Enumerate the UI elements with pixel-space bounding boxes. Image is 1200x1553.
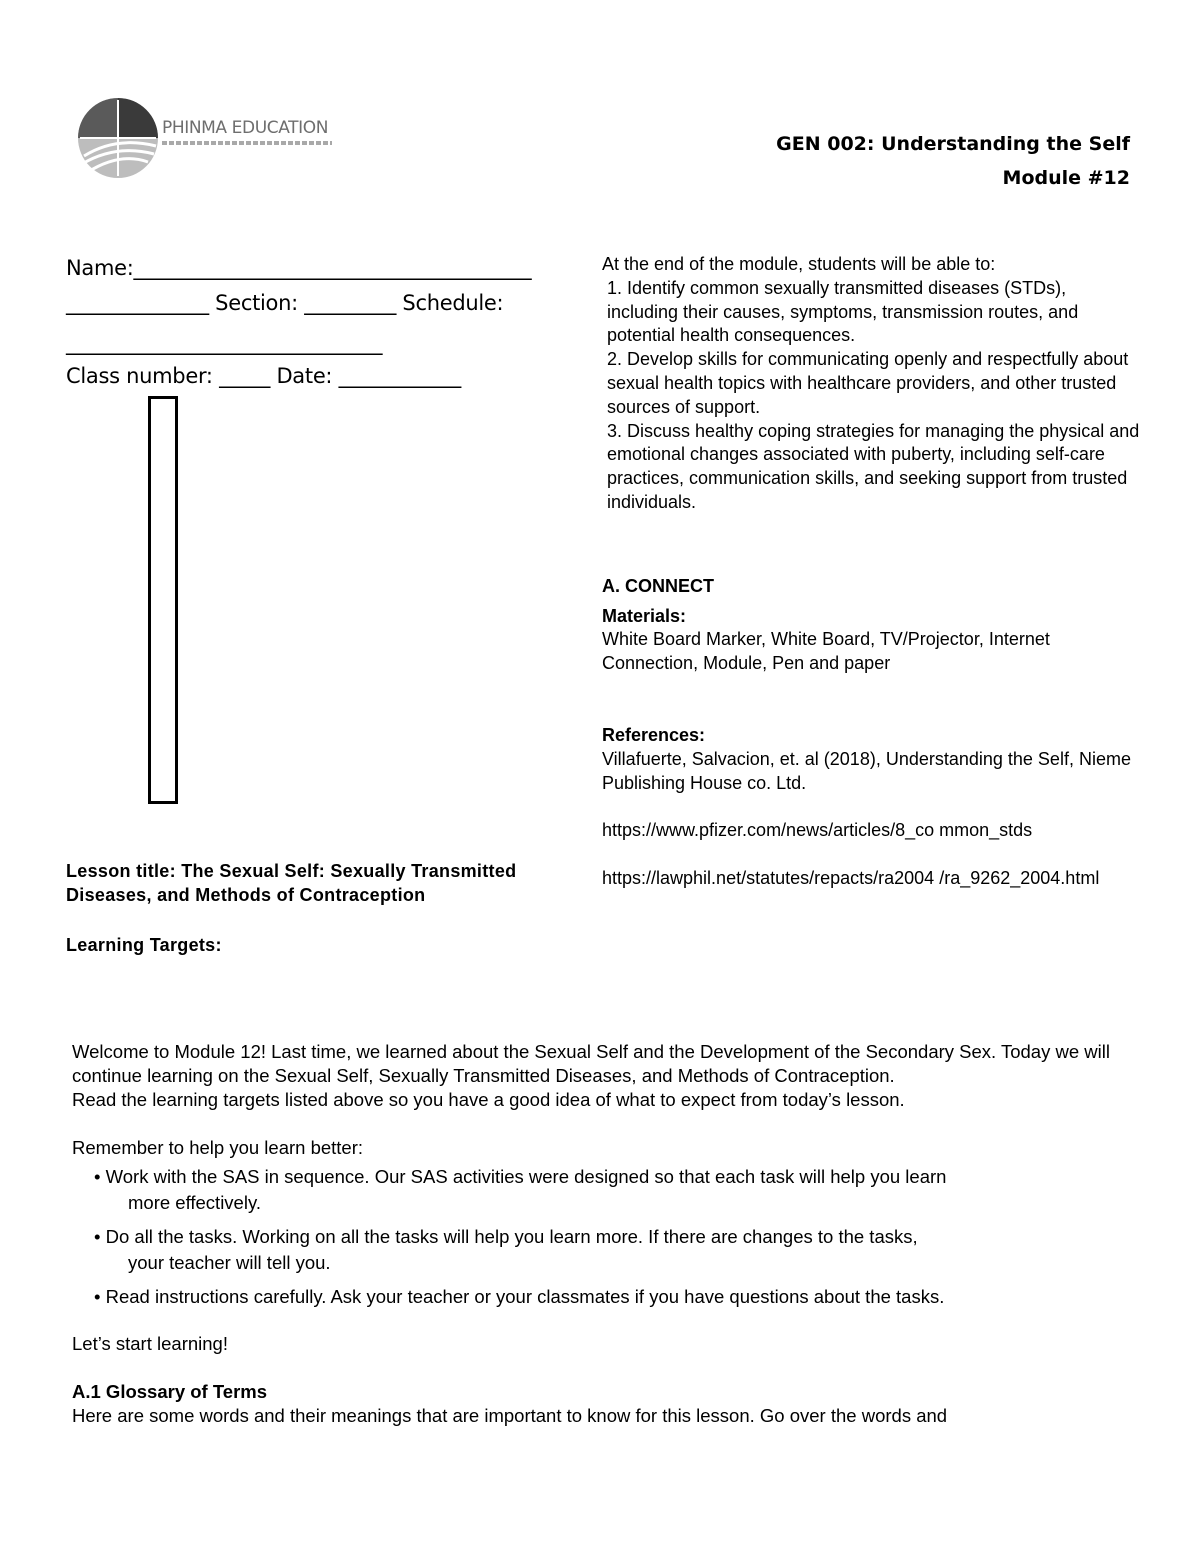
reference-item: Villafuerte, Salvacion, et. al (2018), Understanding the Self, Nieme Publishing House co. Ltd.	[602, 748, 1131, 793]
glossary-intro: Here are some words and their meanings that are important to know for this lesson. Go over the words and	[72, 1405, 948, 1426]
schedule-line-field[interactable]: _______________________________	[66, 331, 383, 355]
tip-bullet	[72, 1284, 1122, 1310]
learning-targets-heading: Learning Targets:	[66, 935, 222, 955]
glossary-heading: A.1 Glossary of Terms	[72, 1381, 268, 1402]
welcome-paragraph: Welcome to Module 12! Last time, we learned about the Sexual Self and the Development of the Secondary Sex. Today we will continue learning on the Sexual Self, Sexually Transmitted Diseases, and Methods of Contraception.	[72, 1041, 1110, 1086]
reference-link[interactable]: https://lawphil.net/statutes/repacts/ra2004 /ra_9262_2004.html	[602, 868, 1100, 889]
tip-bullet-text: • Do all the tasks. Working on all the tasks will help you learn more. If there are changes to the tasks,	[94, 1226, 918, 1247]
logo-tagline	[162, 141, 332, 145]
materials-text: White Board Marker, White Board, TV/Projector, Internet Connection, Module, Pen and paper	[602, 629, 1050, 674]
objectives-intro: At the end of the module, students will be able to:	[602, 254, 996, 274]
name-field[interactable]: Name:_______________________________________	[66, 256, 532, 280]
phinma-emblem-icon	[76, 96, 160, 180]
module-number: Module #12	[1002, 167, 1130, 189]
tip-bullet-text: • Work with the SAS in sequence. Our SAS activities were designed so that each task will help you learn	[94, 1166, 947, 1187]
lesson-title: Lesson title: The Sexual Self: Sexually Transmitted Diseases, and Methods of Contraception	[66, 861, 517, 905]
read-targets-paragraph: Read the learning targets listed above so you have a good idea of what to expect from today’s lesson.	[72, 1089, 905, 1110]
tip-bullet-text: • Read instructions carefully. Ask your teacher or your classmates if you have questions about the tasks.	[94, 1286, 945, 1307]
vertical-box	[148, 396, 178, 804]
logo-name: PHINMA EDUCATION	[162, 118, 329, 138]
course-title: GEN 002: Understanding the Self	[776, 133, 1130, 155]
materials-label: Materials:	[602, 605, 687, 626]
section-schedule-field[interactable]: ______________ Section: _________ Schedule:	[66, 291, 504, 315]
tip-bullet-continuation: your teacher will tell you.	[128, 1252, 331, 1273]
reference-link[interactable]: https://www.pfizer.com/news/articles/8_co mmon_stds	[602, 820, 1033, 841]
tip-bullet	[72, 1164, 1122, 1216]
lets-start-text: Let’s start learning!	[72, 1333, 228, 1354]
objective-item: 2. Develop skills for communicating openly and respectfully about sexual health topics with healthcare providers, and other trusted sources of support.	[607, 349, 1129, 417]
tip-bullet	[72, 1224, 1122, 1276]
remember-text: Remember to help you learn better:	[72, 1137, 364, 1158]
objective-item: 3. Discuss healthy coping strategies for managing the physical and emotional changes associated with puberty, including self-care practices, communication skills, and seeking support from trusted individuals.	[607, 420, 1140, 512]
objectives-column	[602, 253, 1142, 891]
references-label: References:	[602, 724, 706, 745]
connect-heading: A. CONNECT	[602, 575, 714, 596]
phinma-logo	[76, 96, 346, 180]
class-number-date-field[interactable]: Class number: _____ Date: ____________	[66, 364, 461, 388]
module-body	[72, 1040, 1122, 1428]
objective-item: 1. Identify common sexually transmitted diseases (STDs), including their causes, symptoms, transmission routes, and potential health consequences.	[607, 277, 1079, 346]
tip-bullet-continuation: more effectively.	[128, 1192, 261, 1213]
